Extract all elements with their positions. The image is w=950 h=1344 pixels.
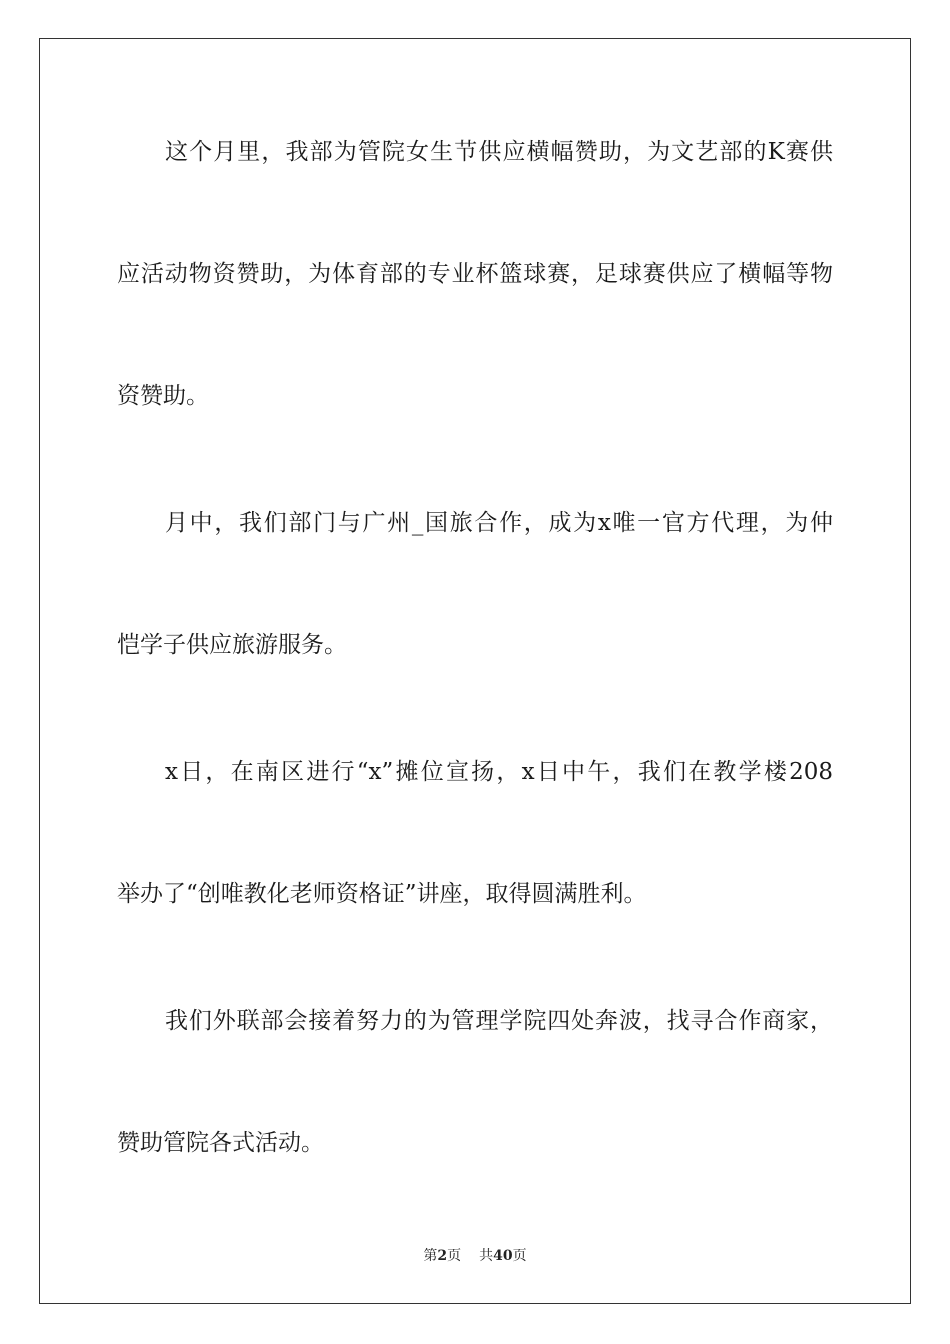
footer-page-suffix: 页 [447, 1248, 462, 1264]
footer-total-pages: 40 [493, 1248, 513, 1264]
paragraph-4-line-1: 我们外联部会接着努力的为管理学院四处奔波，找寻合作商家， [165, 1008, 833, 1034]
footer-total-prefix: 共 [479, 1248, 494, 1264]
page-border [39, 38, 911, 1304]
footer-total-suffix: 页 [512, 1248, 527, 1264]
paragraph-3-line-2: 举办了“创唯教化老师资格证”讲座，取得圆满胜利。 [117, 881, 647, 907]
paragraph-3-line-1: x日，在南区进行“x”摊位宣扬，x日中午，我们在教学楼208 [165, 759, 833, 785]
paragraph-2-line-1: 月中，我们部门与广州_国旅合作，成为x唯一官方代理，为仲 [165, 510, 833, 536]
page-footer [0, 1246, 950, 1266]
paragraph-1-line-2: 应活动物资赞助，为体育部的专业杯篮球赛，足球赛供应了横幅等物 [117, 261, 833, 287]
paragraph-2-line-2: 恺学子供应旅游服务。 [117, 632, 347, 658]
paragraph-1-line-1: 这个月里，我部为管院女生节供应横幅赞助，为文艺部的K赛供 [165, 139, 833, 165]
paragraph-4-line-2: 赞助管院各式活动。 [117, 1130, 324, 1156]
paragraph-1-line-3: 资赞助。 [117, 383, 209, 409]
footer-page-prefix: 第 [423, 1248, 438, 1264]
footer-page-number: 2 [437, 1248, 448, 1264]
